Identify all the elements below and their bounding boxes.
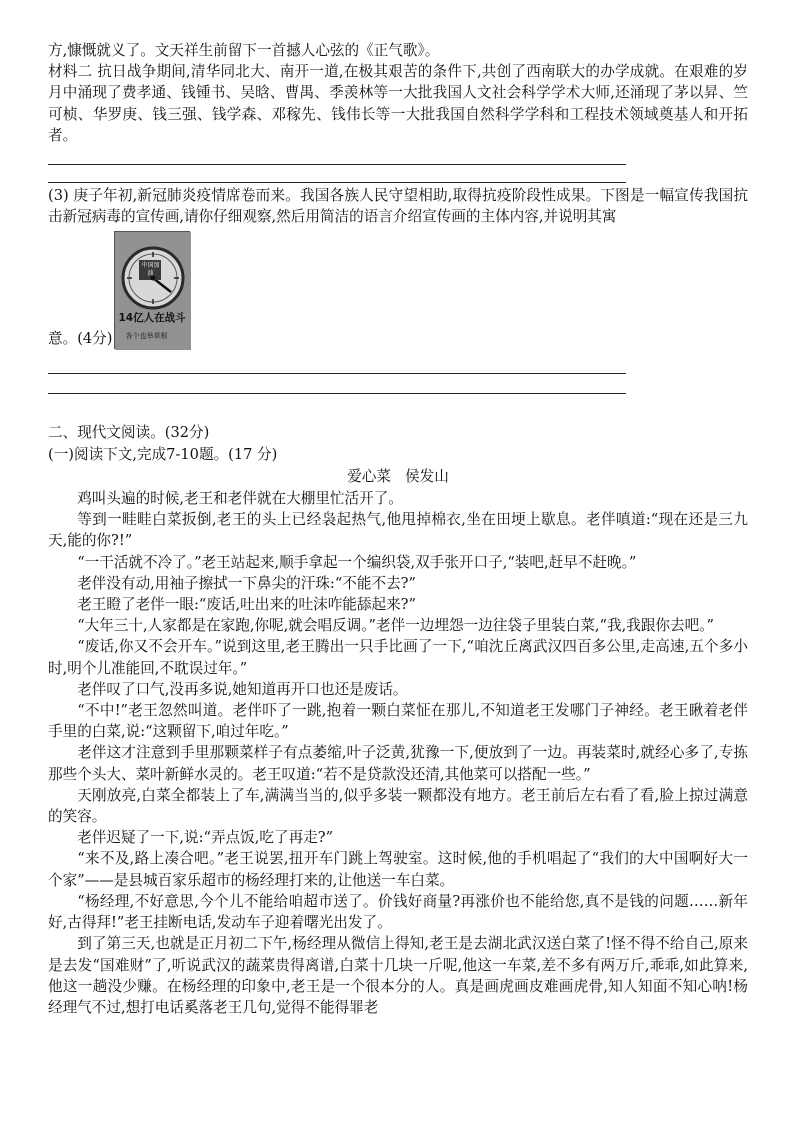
material-two: 材料二 抗日战争期间,清华同北大、南开一道,在极其艰苦的条件下,共创了西南联大的办学成就。在艰难的岁月中涌现了费孝通、钱锺书、吴晗、曹禺、季羡林等一大批我国人文社会科学学术大师,还涌现了茅以昇、竺可桢、华罗庚、钱三强、钱学森、邓稼先、钱伟长等一大批我国自然科学学科和工程技术领域奠基人和开拓者。 — [48, 63, 748, 144]
question-3: (3) 庚子年初,新冠肺炎疫情席卷而来。我国各族人民守望相助,取得抗疫阶段性成果。下图是一幅宣传我国抗击新冠病毒的宣传画,请你仔细观察,然后用简洁的语言介绍宣传画的主体内容,并说明其寓 — [48, 187, 748, 226]
paragraph: 老伴没有动,用袖子擦拭一下鼻尖的汗珠:“不能不去?” — [77, 574, 416, 592]
article-title — [48, 466, 748, 487]
poster-caption: 各个也举草根 — [125, 332, 168, 341]
paragraph: 鸡叫头遍的时候,老王和老伴就在大棚里忙活开了。 — [77, 490, 403, 508]
question-3-row — [48, 231, 748, 349]
answer-line — [48, 164, 626, 165]
paragraph: 等到一畦畦白菜扳倒,老王的头上已经袅起热气,他甩掉棉衣,坐在田埂上歇息。老伴嗔道:“现在还是三九天,能的你?!” — [48, 511, 748, 550]
paragraph: 老伴叹了口气,没再多说,她知道再开口也还是废话。 — [77, 680, 408, 698]
poster-clock-label: 中国加油 — [141, 262, 160, 278]
poster-headline: 14亿人在战斗 — [118, 312, 186, 325]
text-line: 方,慷慨就义了。文天祥生前留下一首撼人心弦的《正气歌》。 — [48, 42, 440, 59]
paragraph: 老伴这才注意到手里那颗菜样子有点萎缩,叶子泛黄,犹豫一下,便放到了一边。再装菜时,就经心多了,专拣那些个头大、菜叶新鲜水灵的。老王叹道:“若不是贷款没还清,其他菜可以搭配一些。” — [48, 744, 748, 783]
answer-line — [48, 182, 626, 183]
paragraph: “大年三十,人家都是在家跑,你呢,就会唱反调。”老伴一边埋怨一边往袋子里装白菜,“我,我跟你去吧。” — [77, 617, 714, 635]
paragraph: “废话,你又不会开车。”说到这里,老王腾出一只手比画了一下,“咱沈丘离武汉四百多公里,走高速,五个多小时,明个儿准能回,不耽误过年。” — [48, 638, 748, 677]
question-3-end: 意。(4分) — [48, 330, 113, 348]
article-author: 侯发山 — [405, 467, 449, 485]
section-heading: 二、现代文阅读。(32分) — [48, 424, 210, 442]
paragraph: 到了第三天,也就是正月初二下午,杨经理从微信上得知,老王是去湖北武汉送白菜了!怪不得不给自己,原来是去发“国难财”了,听说武汉的蔬菜贵得离谱,白菜十几块一斤呢,他这一车菜,差不多有两万斤,乖乖,如此算来,他这一趟没少赚。在杨经理的印象中,老王是一个很本分的人。真是画虎画皮难画虎骨,知人知面不知心呐!杨经理气不过,想打电话奚落老王几句,觉得不能得罪老 — [48, 935, 748, 1016]
paragraph: 天刚放亮,白菜全都装上了车,满满当当的,似乎多装一颗都没有地方。老王前后左右看了看,脸上掠过满意的笑容。 — [48, 786, 748, 826]
subsection-heading: (一)阅读下文,完成7-10题。(17 分) — [48, 445, 278, 463]
paragraph: “来不及,路上凑合吧。”老王说罢,扭开车门跳上驾驶室。这时候,他的手机唱起了“我们的大中国啊好大一个家”——是县城百家乐超市的杨经理打来的,让他送一车白菜。 — [48, 850, 748, 889]
article-title-text: 爱心菜 — [347, 467, 391, 485]
paragraph: “一干活就不冷了。”老王站起来,顺手拿起一个编织袋,双手张开口子,“装吧,赶早不赶晚。” — [77, 553, 637, 571]
answer-line — [48, 373, 626, 374]
paragraph: “杨经理,不好意思,今个儿不能给咱超市送了。价钱好商量?再涨价也不能给您,真不是钱的问题……新年好,古得拜!”老王挂断电话,发动车子迎着曙光出发了。 — [48, 892, 748, 932]
propaganda-poster — [114, 231, 190, 349]
paragraph: “不中!”老王忽然叫道。老伴吓了一跳,抱着一颗白菜怔在那儿,不知道老王发哪门子神经。老王瞅着老伴手里的白菜,说:“这颗留下,咱过年吃。” — [48, 702, 748, 741]
document-page — [48, 40, 748, 1018]
paragraph: 老王瞪了老伴一眼:“废话,吐出来的吐沫咋能舔起来?” — [77, 596, 416, 614]
paragraph: 老伴迟疑了一下,说:“弄点饭,吃了再走?” — [77, 829, 334, 847]
answer-line — [48, 393, 626, 394]
